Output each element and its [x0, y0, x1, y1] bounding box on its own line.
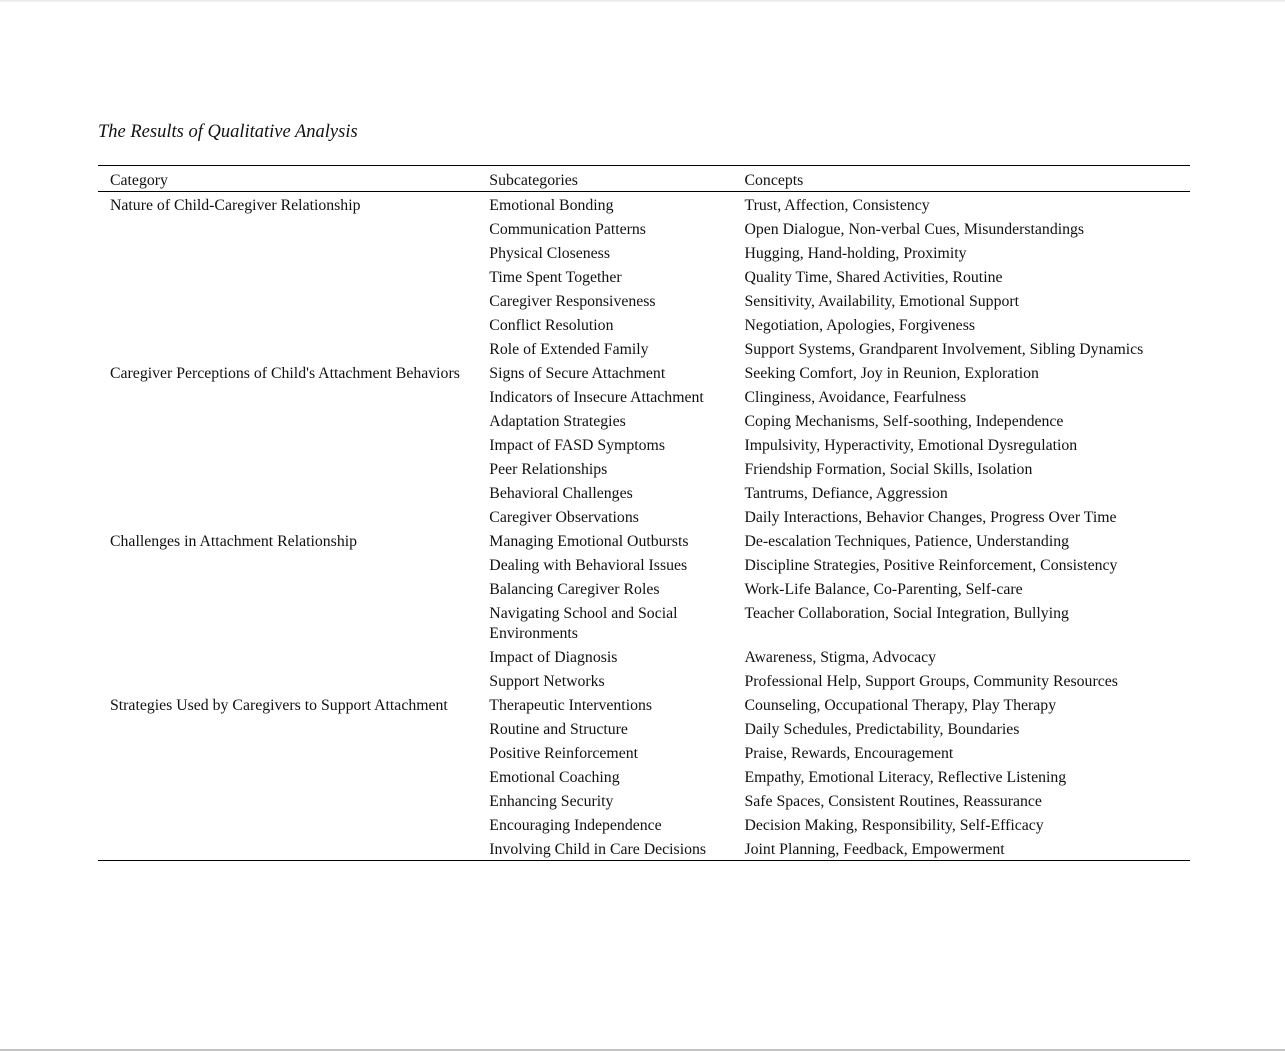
concepts-cell: Teacher Collaboration, Social Integration, Bullying	[744, 605, 1069, 622]
subcategory-cell: Behavioral Challenges	[489, 485, 633, 502]
category-cell	[98, 480, 489, 504]
table-row	[98, 360, 1190, 384]
subcategory-cell: Emotional Bonding	[489, 197, 614, 214]
category-cell	[98, 552, 489, 576]
concepts-cell: Trust, Affection, Consistency	[744, 197, 930, 214]
concepts-cell: Decision Making, Responsibility, Self-Efficacy	[744, 817, 1044, 834]
concepts-cell: Empathy, Emotional Literacy, Reflective Listening	[744, 769, 1067, 786]
concepts-cell: Daily Schedules, Predictability, Boundaries	[744, 721, 1020, 738]
concepts-cell: Hugging, Hand-holding, Proximity	[744, 245, 967, 262]
category-cell	[98, 456, 489, 480]
concepts-cell: Negotiation, Apologies, Forgiveness	[744, 317, 975, 334]
table-title: The Results of Qualitative Analysis	[98, 122, 358, 142]
table-row	[98, 288, 1190, 312]
category-cell	[98, 312, 489, 336]
table-body	[98, 192, 1190, 861]
concepts-cell: Professional Help, Support Groups, Community Resources	[744, 673, 1118, 690]
category-cell	[98, 716, 489, 740]
concepts-cell: Daily Interactions, Behavior Changes, Progress Over Time	[744, 509, 1117, 526]
category-cell	[98, 812, 489, 836]
category-cell	[98, 600, 489, 644]
subcategory-cell: Indicators of Insecure Attachment	[489, 389, 704, 406]
table-row	[98, 432, 1190, 456]
table-row	[98, 552, 1190, 576]
table-row	[98, 408, 1190, 432]
category-cell	[98, 216, 489, 240]
subcategory-cell: Involving Child in Care Decisions	[489, 836, 744, 861]
concepts-cell: Counseling, Occupational Therapy, Play Therapy	[744, 697, 1057, 714]
concepts-cell: Tantrums, Defiance, Aggression	[744, 485, 948, 502]
category-cell	[98, 264, 489, 288]
table-row	[98, 716, 1190, 740]
table-row	[98, 528, 1190, 552]
table-row	[98, 740, 1190, 764]
subcategory-cell: Conflict Resolution	[489, 317, 614, 334]
table-row	[98, 480, 1190, 504]
concepts-cell: De-escalation Techniques, Patience, Understanding	[744, 533, 1070, 550]
table-row	[98, 668, 1190, 692]
concepts-cell: Joint Planning, Feedback, Empowerment	[744, 836, 1190, 861]
subcategory-cell: Caregiver Responsiveness	[489, 293, 656, 310]
table-row	[98, 788, 1190, 812]
category-cell	[98, 668, 489, 692]
category-cell	[98, 576, 489, 600]
concepts-cell: Sensitivity, Availability, Emotional Support	[744, 293, 1020, 310]
header-category: Category	[98, 166, 489, 192]
subcategory-cell: Navigating School and Social Environments	[489, 605, 678, 642]
category-cell	[98, 288, 489, 312]
category-cell	[98, 764, 489, 788]
concepts-cell: Awareness, Stigma, Advocacy	[744, 649, 937, 666]
category-cell	[98, 644, 489, 668]
table-row	[98, 644, 1190, 668]
subcategory-cell: Dealing with Behavioral Issues	[489, 557, 688, 574]
category-cell	[98, 336, 489, 360]
subcategory-cell: Positive Reinforcement	[489, 745, 639, 762]
category-cell	[98, 504, 489, 528]
subcategory-cell: Support Networks	[489, 673, 605, 690]
concepts-cell: Coping Mechanisms, Self-soothing, Independence	[744, 413, 1064, 430]
table-row	[98, 504, 1190, 528]
concepts-cell: Friendship Formation, Social Skills, Isolation	[744, 461, 1033, 478]
category-cell	[98, 384, 489, 408]
subcategory-cell: Time Spent Together	[489, 269, 622, 286]
table-row	[98, 456, 1190, 480]
table-row	[98, 600, 1190, 644]
subcategory-cell: Encouraging Independence	[489, 817, 662, 834]
subcategory-cell: Enhancing Security	[489, 793, 614, 810]
page-top-edge	[0, 0, 1285, 3]
category-cell	[98, 740, 489, 764]
table-row	[98, 192, 1190, 217]
subcategory-cell: Routine and Structure	[489, 721, 628, 738]
category-cell: Challenges in Attachment Relationship	[110, 533, 358, 550]
table-row	[98, 812, 1190, 836]
category-cell: Caregiver Perceptions of Child's Attachment Behaviors	[110, 365, 460, 382]
concepts-cell: Discipline Strategies, Positive Reinforcement, Consistency	[744, 557, 1118, 574]
header-subcategories: Subcategories	[489, 166, 744, 192]
table-row	[98, 336, 1190, 360]
concepts-cell: Work-Life Balance, Co-Parenting, Self-care	[744, 581, 1023, 598]
table-header-row	[98, 166, 1190, 192]
category-cell	[98, 240, 489, 264]
table-row	[98, 264, 1190, 288]
concepts-cell: Impulsivity, Hyperactivity, Emotional Dysregulation	[744, 437, 1078, 454]
concepts-cell: Safe Spaces, Consistent Routines, Reassurance	[744, 793, 1042, 810]
table-row	[98, 312, 1190, 336]
table-row	[98, 576, 1190, 600]
subcategory-cell: Physical Closeness	[489, 245, 610, 262]
concepts-cell: Quality Time, Shared Activities, Routine	[744, 269, 1003, 286]
subcategory-cell: Caregiver Observations	[489, 509, 639, 526]
subcategory-cell: Role of Extended Family	[489, 341, 649, 358]
concepts-cell: Seeking Comfort, Joy in Reunion, Exploration	[744, 365, 1039, 382]
subcategory-cell: Therapeutic Interventions	[489, 697, 653, 714]
table-row	[98, 764, 1190, 788]
category-cell: Nature of Child-Caregiver Relationship	[110, 197, 361, 214]
category-cell	[98, 408, 489, 432]
qualitative-results-table	[98, 165, 1190, 861]
category-cell	[98, 788, 489, 812]
concepts-cell: Open Dialogue, Non-verbal Cues, Misunderstandings	[744, 221, 1085, 238]
subcategory-cell: Adaptation Strategies	[489, 413, 626, 430]
table-row	[98, 384, 1190, 408]
category-cell: Strategies Used by Caregivers to Support Attachment	[110, 697, 448, 714]
subcategory-cell: Managing Emotional Outbursts	[489, 533, 689, 550]
subcategory-cell: Communication Patterns	[489, 221, 646, 238]
table-row	[98, 836, 1190, 861]
table-row	[98, 240, 1190, 264]
subcategory-cell: Impact of Diagnosis	[489, 649, 618, 666]
subcategory-cell: Peer Relationships	[489, 461, 608, 478]
category-cell	[98, 432, 489, 456]
subcategory-cell: Signs of Secure Attachment	[489, 365, 666, 382]
table-row	[98, 216, 1190, 240]
subcategory-cell: Balancing Caregiver Roles	[489, 581, 660, 598]
subcategory-cell: Emotional Coaching	[489, 769, 620, 786]
concepts-cell: Support Systems, Grandparent Involvement, Sibling Dynamics	[744, 341, 1144, 358]
subcategory-cell: Impact of FASD Symptoms	[489, 437, 665, 454]
category-cell	[98, 836, 489, 861]
table-row	[98, 692, 1190, 716]
concepts-cell: Clinginess, Avoidance, Fearfulness	[744, 389, 967, 406]
concepts-cell: Praise, Rewards, Encouragement	[744, 745, 954, 762]
header-concepts: Concepts	[744, 166, 1190, 192]
